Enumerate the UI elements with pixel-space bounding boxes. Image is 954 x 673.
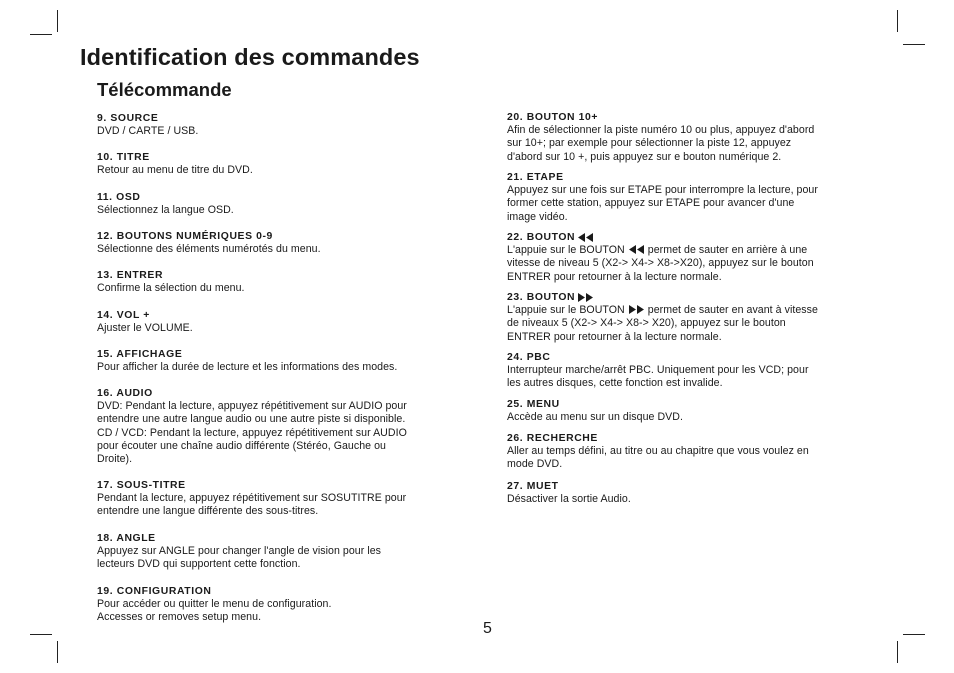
list-item (507, 171, 865, 231)
item-description: Ajuster le VOLUME. (97, 322, 193, 335)
list-item (507, 351, 865, 398)
item-heading: 27. MUET (507, 481, 559, 492)
item-heading: 21. ETAPE (507, 172, 564, 183)
item-heading: 26. RECHERCHE (507, 433, 598, 444)
crop-mark (30, 34, 52, 35)
item-heading: 12. BOUTONS NUMÉRIQUES 0-9 (97, 231, 273, 242)
item-description: DVD / CARTE / USB. (97, 125, 199, 138)
crop-mark (903, 634, 925, 635)
list-item (97, 387, 459, 479)
item-text-before: L'appuie sur le BOUTON (507, 304, 625, 317)
item-description: Appuyez sur une fois sur ETAPE pour interrompre la lecture, pour former cette station, appuyez sur ETAPE pour avancer d'une image vidéo. (507, 184, 818, 223)
item-heading: 16. AUDIO (97, 388, 153, 399)
list-item (97, 479, 459, 532)
item-heading-label: 22. BOUTON (507, 232, 576, 243)
item-description: DVD: Pendant la lecture, appuyez répétitivement sur AUDIO pour entendre une autre langue audio ou une autre piste si disponible. CD / VCD: Pendant la lecture, appuyez répétitivement sur AUDIO pour écouter une chaîne audio différente (Stéréo, Gauche ou Droite). (97, 400, 407, 466)
item-description: Accède au menu sur un disque DVD. (507, 411, 683, 424)
item-heading: 25. MENU (507, 399, 560, 410)
right-column (507, 111, 865, 506)
list-item (507, 291, 865, 351)
item-heading-label: 23. BOUTON (507, 292, 576, 303)
list-item (97, 191, 459, 230)
item-heading: 10. TITRE (97, 152, 150, 163)
item-text-after: permet de sauter en arrière à une vitesse de niveau 5 (X2-> X4-> X8->X20), appuyez sur le bouton ENTRER pour retourner à la lecture normale. (507, 244, 814, 283)
item-text-after: permet de sauter en avant à vitesse de niveaux 5 (X2-> X4-> X8-> X20), appuyez sur le bouton ENTRER pour retourner à la lecture normale. (507, 304, 818, 343)
list-item (507, 432, 865, 480)
list-item (97, 269, 459, 309)
list-item (97, 532, 459, 585)
crop-mark (897, 10, 898, 32)
item-heading: 13. ENTRER (97, 270, 164, 281)
page-number: 5 (483, 620, 492, 637)
list-item (97, 585, 459, 625)
list-item (97, 309, 459, 348)
item-heading (507, 231, 865, 244)
item-description: Pour accéder ou quitter le menu de configuration. Accesses or removes setup menu. (97, 598, 332, 624)
left-column (97, 112, 459, 625)
list-item (97, 151, 459, 191)
item-heading: 24. PBC (507, 352, 551, 363)
item-description: Retour au menu de titre du DVD. (97, 164, 253, 177)
fast-forward-icon (629, 305, 644, 314)
item-description: Sélectionnez la langue OSD. (97, 204, 234, 217)
crop-mark (30, 634, 52, 635)
list-item (97, 230, 459, 269)
list-item (97, 112, 459, 151)
item-text-before: L'appuie sur le BOUTON (507, 244, 625, 257)
list-item (507, 398, 865, 432)
item-heading: 19. CONFIGURATION (97, 586, 212, 597)
item-description: Pour afficher la durée de lecture et les informations des modes. (97, 361, 398, 374)
list-item (507, 480, 865, 506)
item-description: Interrupteur marche/arrêt PBC. Uniquement pour les VCD; pour les autres disques, cette fonction est invalide. (507, 364, 809, 390)
item-heading: 11. OSD (97, 192, 141, 203)
rewind-icon (629, 245, 644, 254)
item-heading: 18. ANGLE (97, 533, 156, 544)
item-heading: 14. VOL + (97, 310, 150, 321)
item-description: Aller au temps défini, au titre ou au chapitre que vous voulez en mode DVD. (507, 445, 809, 471)
item-description: Appuyez sur ANGLE pour changer l'angle de vision pour les lecteurs DVD qui supportent cette fonction. (97, 545, 382, 571)
crop-mark (57, 10, 58, 32)
crop-mark (903, 44, 925, 45)
crop-mark (897, 641, 898, 663)
item-description (507, 244, 865, 284)
item-heading: 15. AFFICHAGE (97, 349, 183, 360)
fast-forward-icon (578, 293, 593, 302)
item-heading: 20. BOUTON 10+ (507, 112, 599, 123)
section-subtitle: Télécommande (97, 79, 232, 100)
item-description (507, 304, 865, 344)
page-title: Identification des commandes (80, 44, 420, 70)
item-heading: 9. SOURCE (97, 113, 159, 124)
list-item (507, 111, 865, 171)
item-heading (507, 291, 865, 304)
item-description: Pendant la lecture, appuyez répétitivement sur SOSUTITRE pour entendre une langue différente des sous-titres. (97, 492, 407, 518)
item-heading: 17. SOUS-TITRE (97, 480, 186, 491)
item-description: Sélectionne des éléments numérotés du menu. (97, 243, 321, 256)
item-description: Confirme la sélection du menu. (97, 282, 245, 295)
list-item (507, 231, 865, 291)
item-description: Afin de sélectionner la piste numéro 10 ou plus, appuyez d'abord sur 10+; par exemple pour sélectionner la piste 12, appuyez d'abord sur 10 +, puis appuyez sur e bouton numérique 2. (507, 124, 815, 163)
crop-mark (57, 641, 58, 663)
list-item (97, 348, 459, 387)
rewind-icon (578, 233, 593, 242)
item-description: Désactiver la sortie Audio. (507, 493, 631, 506)
